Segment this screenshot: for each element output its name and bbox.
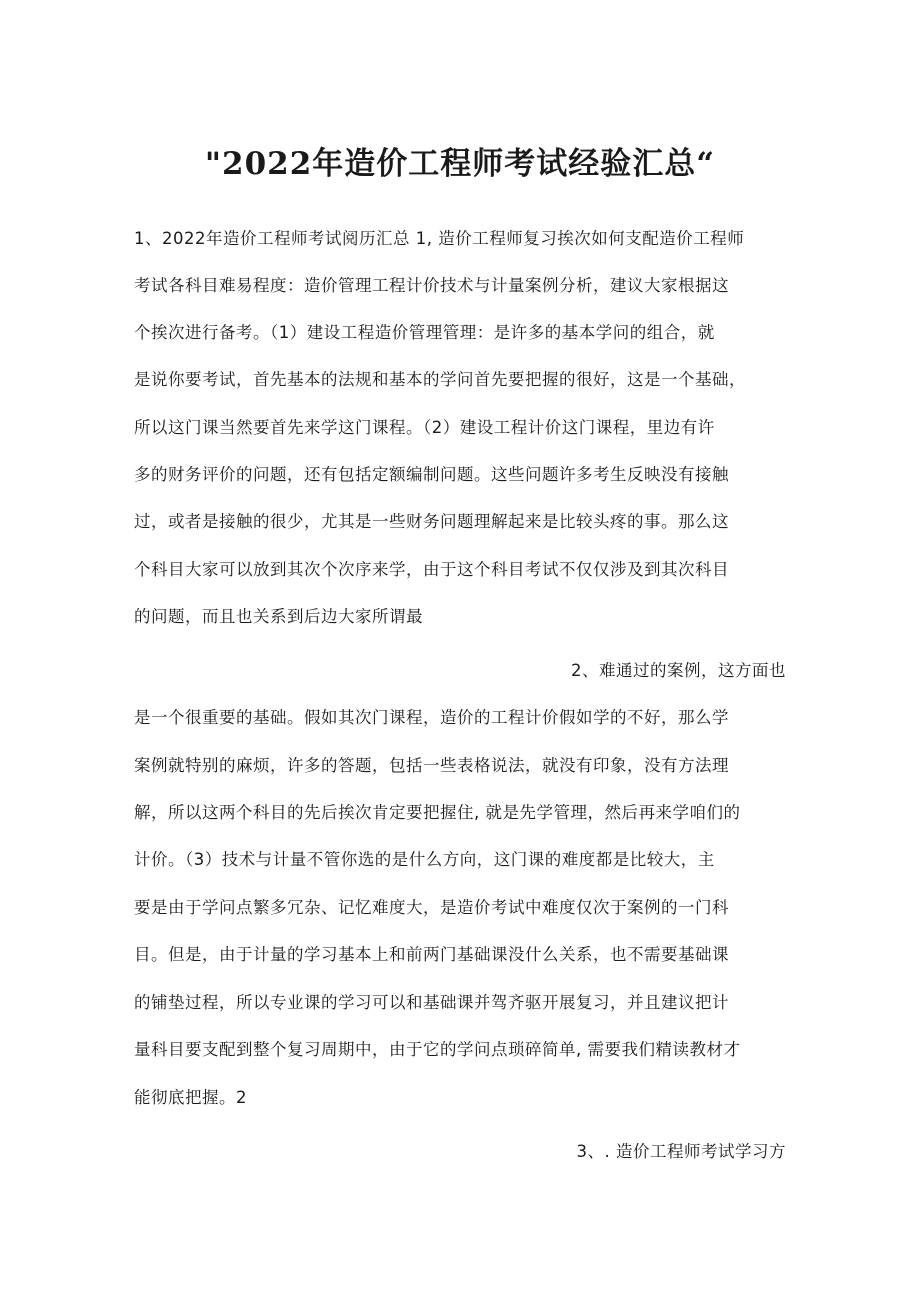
paragraph-line: 考试各科目难易程度：造价管理工程计价技术与计量案例分析，建议大家根据这 [134,276,729,295]
paragraph-line: 目。但是，由于计量的学习基本上和前两门基础课没什么关系，也不需要基础课 [134,945,729,964]
paragraph-line: 是一个很重要的基础。假如其次门课程，造价的工程计价假如学的不好，那么学 [134,708,729,727]
document-title: "2022年造价工程师考试经验汇总“ [204,146,716,182]
paragraph-line: 个科目大家可以放到其次个次序来学，由于这个科目考试不仅仅涉及到其次科目 [134,560,729,579]
paragraph-line: 案例就特别的麻烦，许多的答题，包括一些表格说法，就没有印象，没有方法理 [134,756,729,775]
paragraph-line: 的问题，而且也关系到后边大家所谓最 [134,607,423,626]
paragraph-line: 是说你要考试，首先基本的法规和基本的学问首先要把握的很好，这是一个基础， [134,370,746,389]
paragraph-line: 能彻底把握。2 [134,1088,247,1107]
paragraph-line: 个挨次进行备考。（1）建设工程造价管理管理：是许多的基本学问的组合，就 [134,323,715,342]
paragraph-line: 量科目要支配到整个复习周期中，由于它的学问点琐碎简单, 需要我们精读教材才 [134,1040,741,1059]
paragraph-line: 多的财务评价的问题，还有包括定额编制问题。这些问题许多考生反映没有接触 [134,465,729,484]
paragraph-line: 计价。（3）技术与计量不管你选的是什么方向，这门课的难度都是比较大，主 [134,850,715,869]
paragraph-line: 1、2022年造价工程师考试阅历汇总 1, 造价工程师复习挨次如何支配造价工程师 [134,229,745,248]
paragraph-line: 过，或者是接触的很少，尤其是一些财务问题理解起来是比较头疼的事。那么这 [134,512,729,531]
section-heading: 2、难通过的案例，这方面也 [571,661,786,680]
section-heading: 3、. 造价工程师考试学习方 [576,1142,786,1161]
paragraph-line: 的铺垫过程，所以专业课的学习可以和基础课并驾齐驱开展复习，并且建议把计 [134,993,729,1012]
paragraph-line: 解，所以这两个科目的先后挨次肯定要把握住, 就是先学管理，然后再来学咱们的 [134,803,741,822]
paragraph-line: 要是由于学问点繁多冗杂、记忆难度大，是造价考试中难度仅次于案例的一门科 [134,898,729,917]
paragraph-line: 所以这门课当然要首先来学这门课程。（2）建设工程计价这门课程，里边有许 [134,418,715,437]
